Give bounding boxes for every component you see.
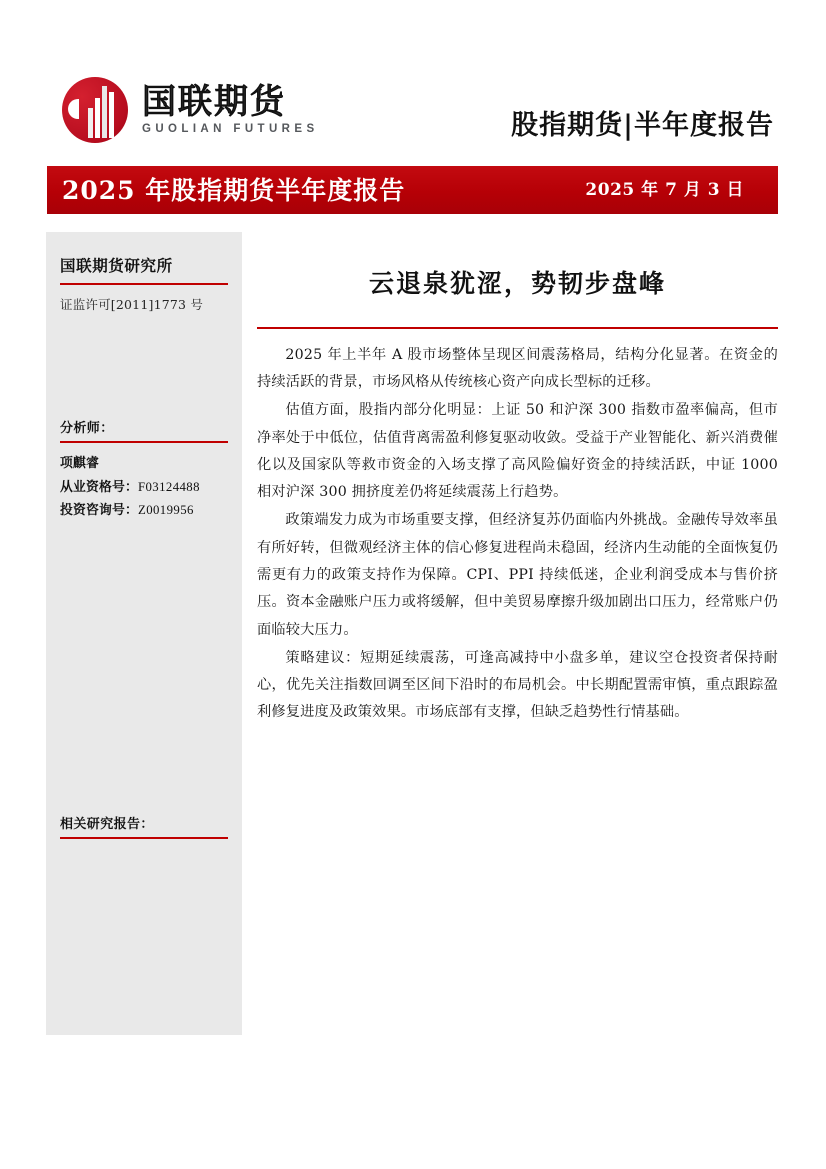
banner-date: 2025 年 7 月 3 日 — [585, 179, 744, 200]
report-paragraph: 策略建议：短期延续震荡，可逢高减持中小盘多单，建议空仓投资者保持耐心，优先关注指数回调至区间下沿时的布局机会。中长期配置需审慎，重点跟踪盈利修复进度及政策效果。市场底部有支撑，但缺乏趋势性行情基础。 — [257, 649, 778, 721]
sidebar — [46, 232, 242, 1035]
sidebar-analyst-details — [60, 452, 228, 523]
report-body — [257, 342, 778, 727]
report-banner — [47, 166, 778, 214]
analyst-qualification — [60, 476, 228, 500]
page-header — [47, 62, 778, 158]
header-report-type: 股指期货|半年度报告 — [511, 109, 774, 141]
brand-name-cn: 国联期货 — [142, 81, 286, 122]
brand-text — [142, 81, 319, 136]
guolian-logo-icon — [62, 77, 128, 143]
sidebar-institute-name: 国联期货研究所 — [60, 256, 173, 275]
sidebar-analyst-label: 分析师： — [60, 421, 114, 436]
sidebar-related-block — [60, 813, 228, 839]
brand-logo — [62, 77, 319, 143]
sidebar-divider-related — [60, 837, 228, 839]
brand-name-en: GUOLIAN FUTURES — [142, 122, 319, 135]
analyst-consulting-value: Z0019956 — [137, 503, 194, 518]
banner-title: 2025 年股指期货半年度报告 — [62, 175, 406, 205]
analyst-qualification-value: F03124488 — [137, 479, 200, 494]
main-content — [257, 243, 778, 728]
analyst-name: 项麒睿 — [60, 456, 99, 471]
report-paragraph: 2025 年上半年 A 股市场整体呈现区间震荡格局，结构分化显著。在资金的持续活跃的背景，市场风格从传统核心资产向成长型标的迁移。 — [257, 346, 778, 391]
analyst-consulting-label: 投资咨询号： — [60, 503, 138, 519]
sidebar-divider-institute — [60, 283, 228, 285]
report-paragraph: 估值方面，股指内部分化明显：上证 50 和沪深 300 指数市盈率偏高，但市净率处于中低位，估值背离需盈利修复驱动收敛。受益于产业智能化、新兴消费催化以及国家队等救市资金的入场支撑了高风险偏好资金的持续活跃，中证 1000 相对沪深 300 拥挤度差仍将延续震荡上行趋势。 — [257, 402, 778, 501]
sidebar-analyst-block — [60, 417, 228, 523]
sidebar-related-label: 相关研究报告： — [60, 817, 154, 833]
page-title: 云退泉犹涩，势韧步盘峰 — [368, 268, 666, 298]
sidebar-license-number: 证监许可[2011]1773 号 — [60, 297, 204, 312]
analyst-qualification-label: 从业资格号： — [60, 479, 138, 495]
report-paragraph: 政策端发力成为市场重要支撑，但经济复苏仍面临内外挑战。金融传导效率虽有所好转，但微观经济主体的信心修复进程尚未稳固，经济内生动能的全面恢复仍需更有力的政策支持作为保障。CPI、PPI 持续低迷，企业利润受成本与售价挤压。资本金融账户压力或将缓解，但中美贸易摩擦升级加剧出口压力，经常账户仍面临较大压力。 — [257, 512, 778, 638]
sidebar-divider-analyst — [60, 441, 228, 443]
analyst-consulting — [60, 499, 228, 523]
title-divider — [257, 327, 778, 329]
